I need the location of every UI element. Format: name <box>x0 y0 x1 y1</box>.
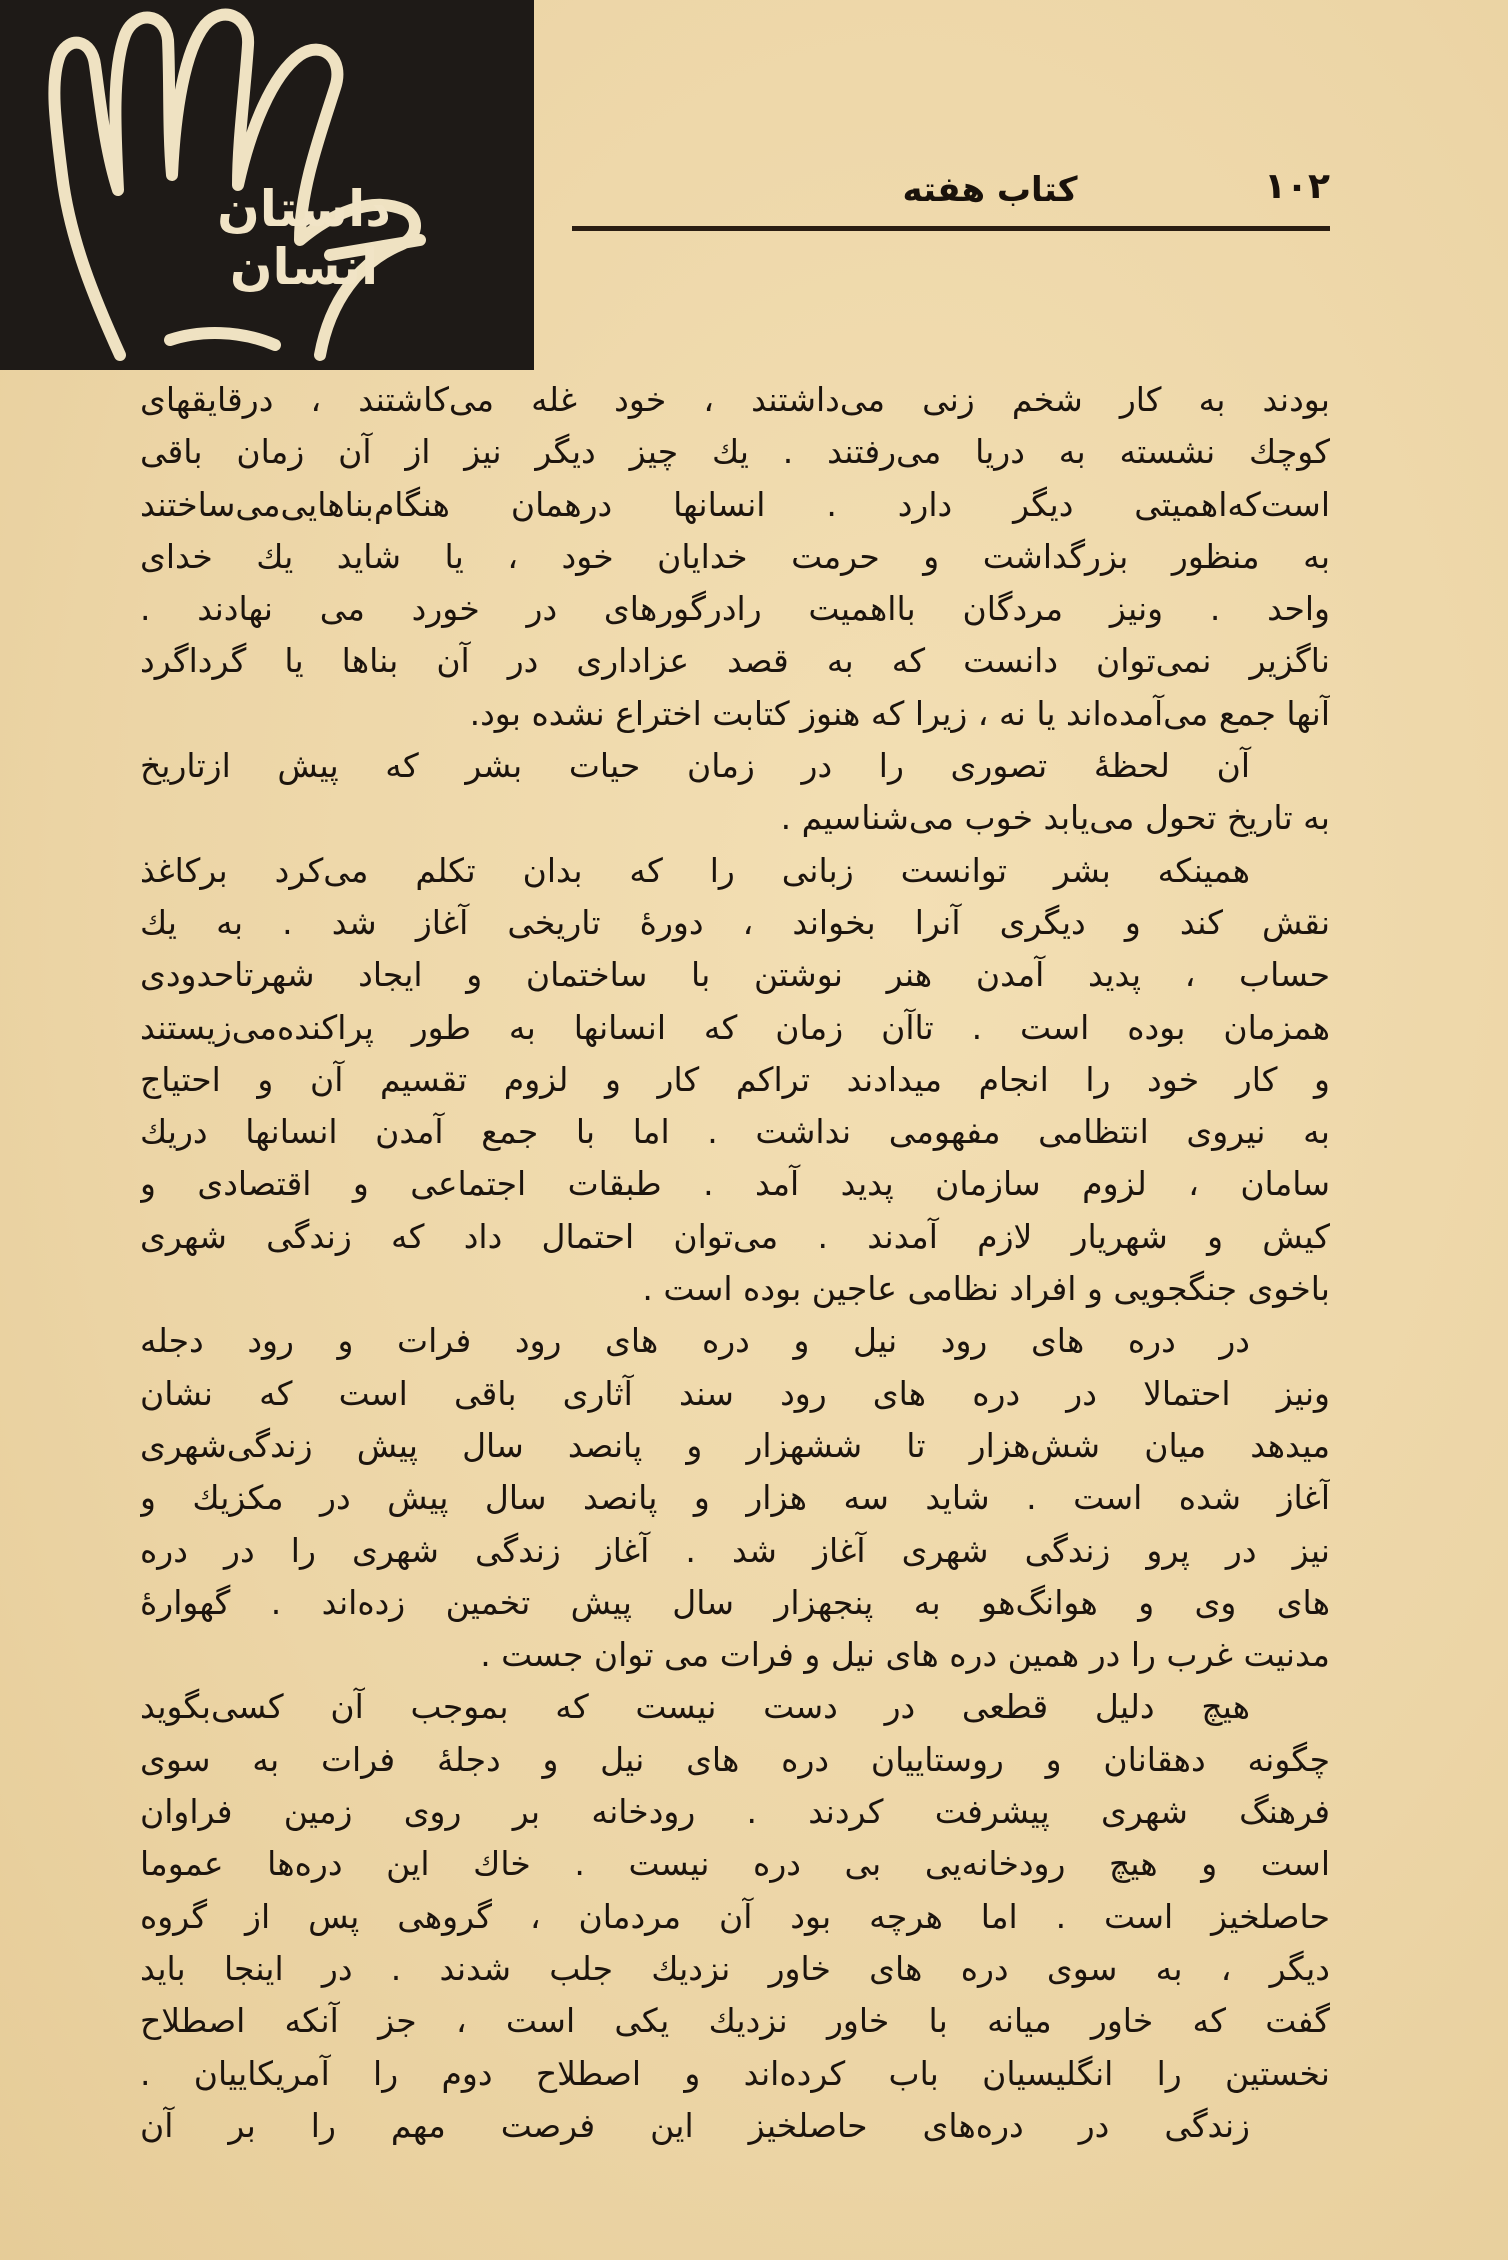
text-line: ونیز احتمالا در دره های رود سند آثاری باقی است که نشان <box>140 1373 1330 1413</box>
text-line: به تاریخ تحول می‌یابد خوب می‌شناسیم . <box>780 798 1330 838</box>
text-line: فرهنگ شهری پیشرفت کردند . رودخانه بر روی زمین فراوان <box>140 1792 1330 1832</box>
text-line: زندگی در دره‌های حاصلخیز این فرصت مهم را بر آن <box>140 2105 1250 2145</box>
text-line: به نیروی انتظامی مفهومی نداشت . اما با جمع آمدن انسانها دریك <box>140 1112 1330 1152</box>
text-line: آغاز شده است . شاید سه هزار و پانصد سال پیش در مکزیك و <box>140 1478 1330 1518</box>
text-line: حاصلخیز است . اما هرچه بود آن مردمان ، گروهی پس از گروه <box>140 1896 1330 1936</box>
text-line: های وی و هوانگ‌هو به پنجهزار سال پیش تخمین زده‌اند . گهوارهٔ <box>140 1582 1330 1622</box>
running-title: کتاب هفته <box>902 170 1078 210</box>
text-line: واحد . ونیز مردگان بااهمیت رادرگورهای در خورد می نهادند . <box>140 589 1330 629</box>
text-line: نقش کند و دیگری آنرا بخواند ، دورهٔ تاریخی آغاز شد . به یك <box>140 902 1330 942</box>
text-line: سامان ، لزوم سازمان پدید آمد . طبقات اجتماعی و اقتصادی و <box>140 1164 1330 1204</box>
text-line: بودند به کار شخم زنی می‌داشتند ، خود غله می‌کاشتند ، درقایقهای <box>140 380 1330 419</box>
page-number: ۱۰۲ <box>1264 166 1330 207</box>
text-line: همینکه بشر توانست زبانی را که بدان تکلم می‌کرد برکاغذ <box>140 850 1250 890</box>
text-line: است و هیچ رودخانه‌یی بی دره نیست . خاك این دره‌ها عموما <box>140 1844 1330 1884</box>
text-line: به منظور بزرگداشت و حرمت خدایان خود ، یا شاید یك خدای <box>140 536 1330 576</box>
text-line: گفت که خاور میانه با خاور نزدیك یکی است ، جز آنکه اصطلاح <box>140 2001 1330 2041</box>
text-line: کوچك نشسته به دریا می‌رفتند . یك چیز دیگر نیز از آن زمان باقی <box>140 432 1330 472</box>
logo-title-line-2: انسان <box>229 238 379 296</box>
text-line: و کار خود را انجام میدادند تراکم کار و لزوم تقسیم آن و احتیاج <box>140 1059 1330 1099</box>
logo-title <box>184 180 424 296</box>
body-text <box>140 374 1330 2152</box>
text-line: مدنیت غرب را در همین دره های نیل و فرات می توان جست . <box>480 1635 1330 1675</box>
text-line: آنها جمع می‌آمده‌اند یا نه ، زیرا که هنوز کتابت اختراع نشده بود. <box>469 693 1330 733</box>
series-logo <box>0 0 534 370</box>
header-rule <box>572 226 1330 231</box>
text-line: کیش و شهریار لازم آمدند . می‌توان احتمال داد که زندگی شهری <box>140 1216 1330 1256</box>
text-line: نیز در پرو زندگی شهری آغاز شد . آغاز زندگی شهری را در دره‌ <box>140 1530 1330 1570</box>
text-line: در دره های رود نیل و دره های رود فرات و رود دجله <box>140 1321 1250 1361</box>
text-line: هیچ دلیل قطعی در دست نیست که بموجب آن کسی‌بگوید <box>140 1687 1250 1727</box>
text-line: ناگزیر نمی‌توان دانست که به قصد عزاداری در آن بناها یا گرداگرد <box>140 641 1330 681</box>
text-line: است‌که‌اهمیتی دیگر دارد . انسانها درهمان هنگام‌بناهایی‌می‌ساختند <box>140 484 1330 524</box>
text-line: نخستین را انگلیسیان باب کرده‌اند و اصطلاح دوم را آمریکاییان . <box>140 2053 1330 2093</box>
text-line: آن لحظهٔ تصوری را در زمان حیات بشر که پیش ازتاریخ <box>140 746 1250 786</box>
text-line: دیگر ، به سوی دره های خاور نزدیك جلب شدند . در اینجا باید <box>140 1948 1330 1988</box>
text-line: باخوی جنگجویی و افراد نظامی عاجین بوده است . <box>642 1269 1330 1309</box>
text-line: چگونه دهقانان و روستاییان دره های نیل و دجلهٔ فرات به سوی <box>140 1739 1330 1779</box>
text-line: همزمان بوده است . تاآن زمان که انسانها به طور پراکنده‌می‌زیستند <box>140 1007 1330 1047</box>
text-line: حساب ، پدید آمدن هنر نوشتن با ساختمان و ایجاد شهرتاحدودی <box>140 955 1330 995</box>
logo-title-line-1: داستان <box>217 180 391 238</box>
text-line: میدهد میان شش‌هزار تا ششهزار و پانصد سال پیش زندگی‌شهری <box>140 1425 1330 1465</box>
